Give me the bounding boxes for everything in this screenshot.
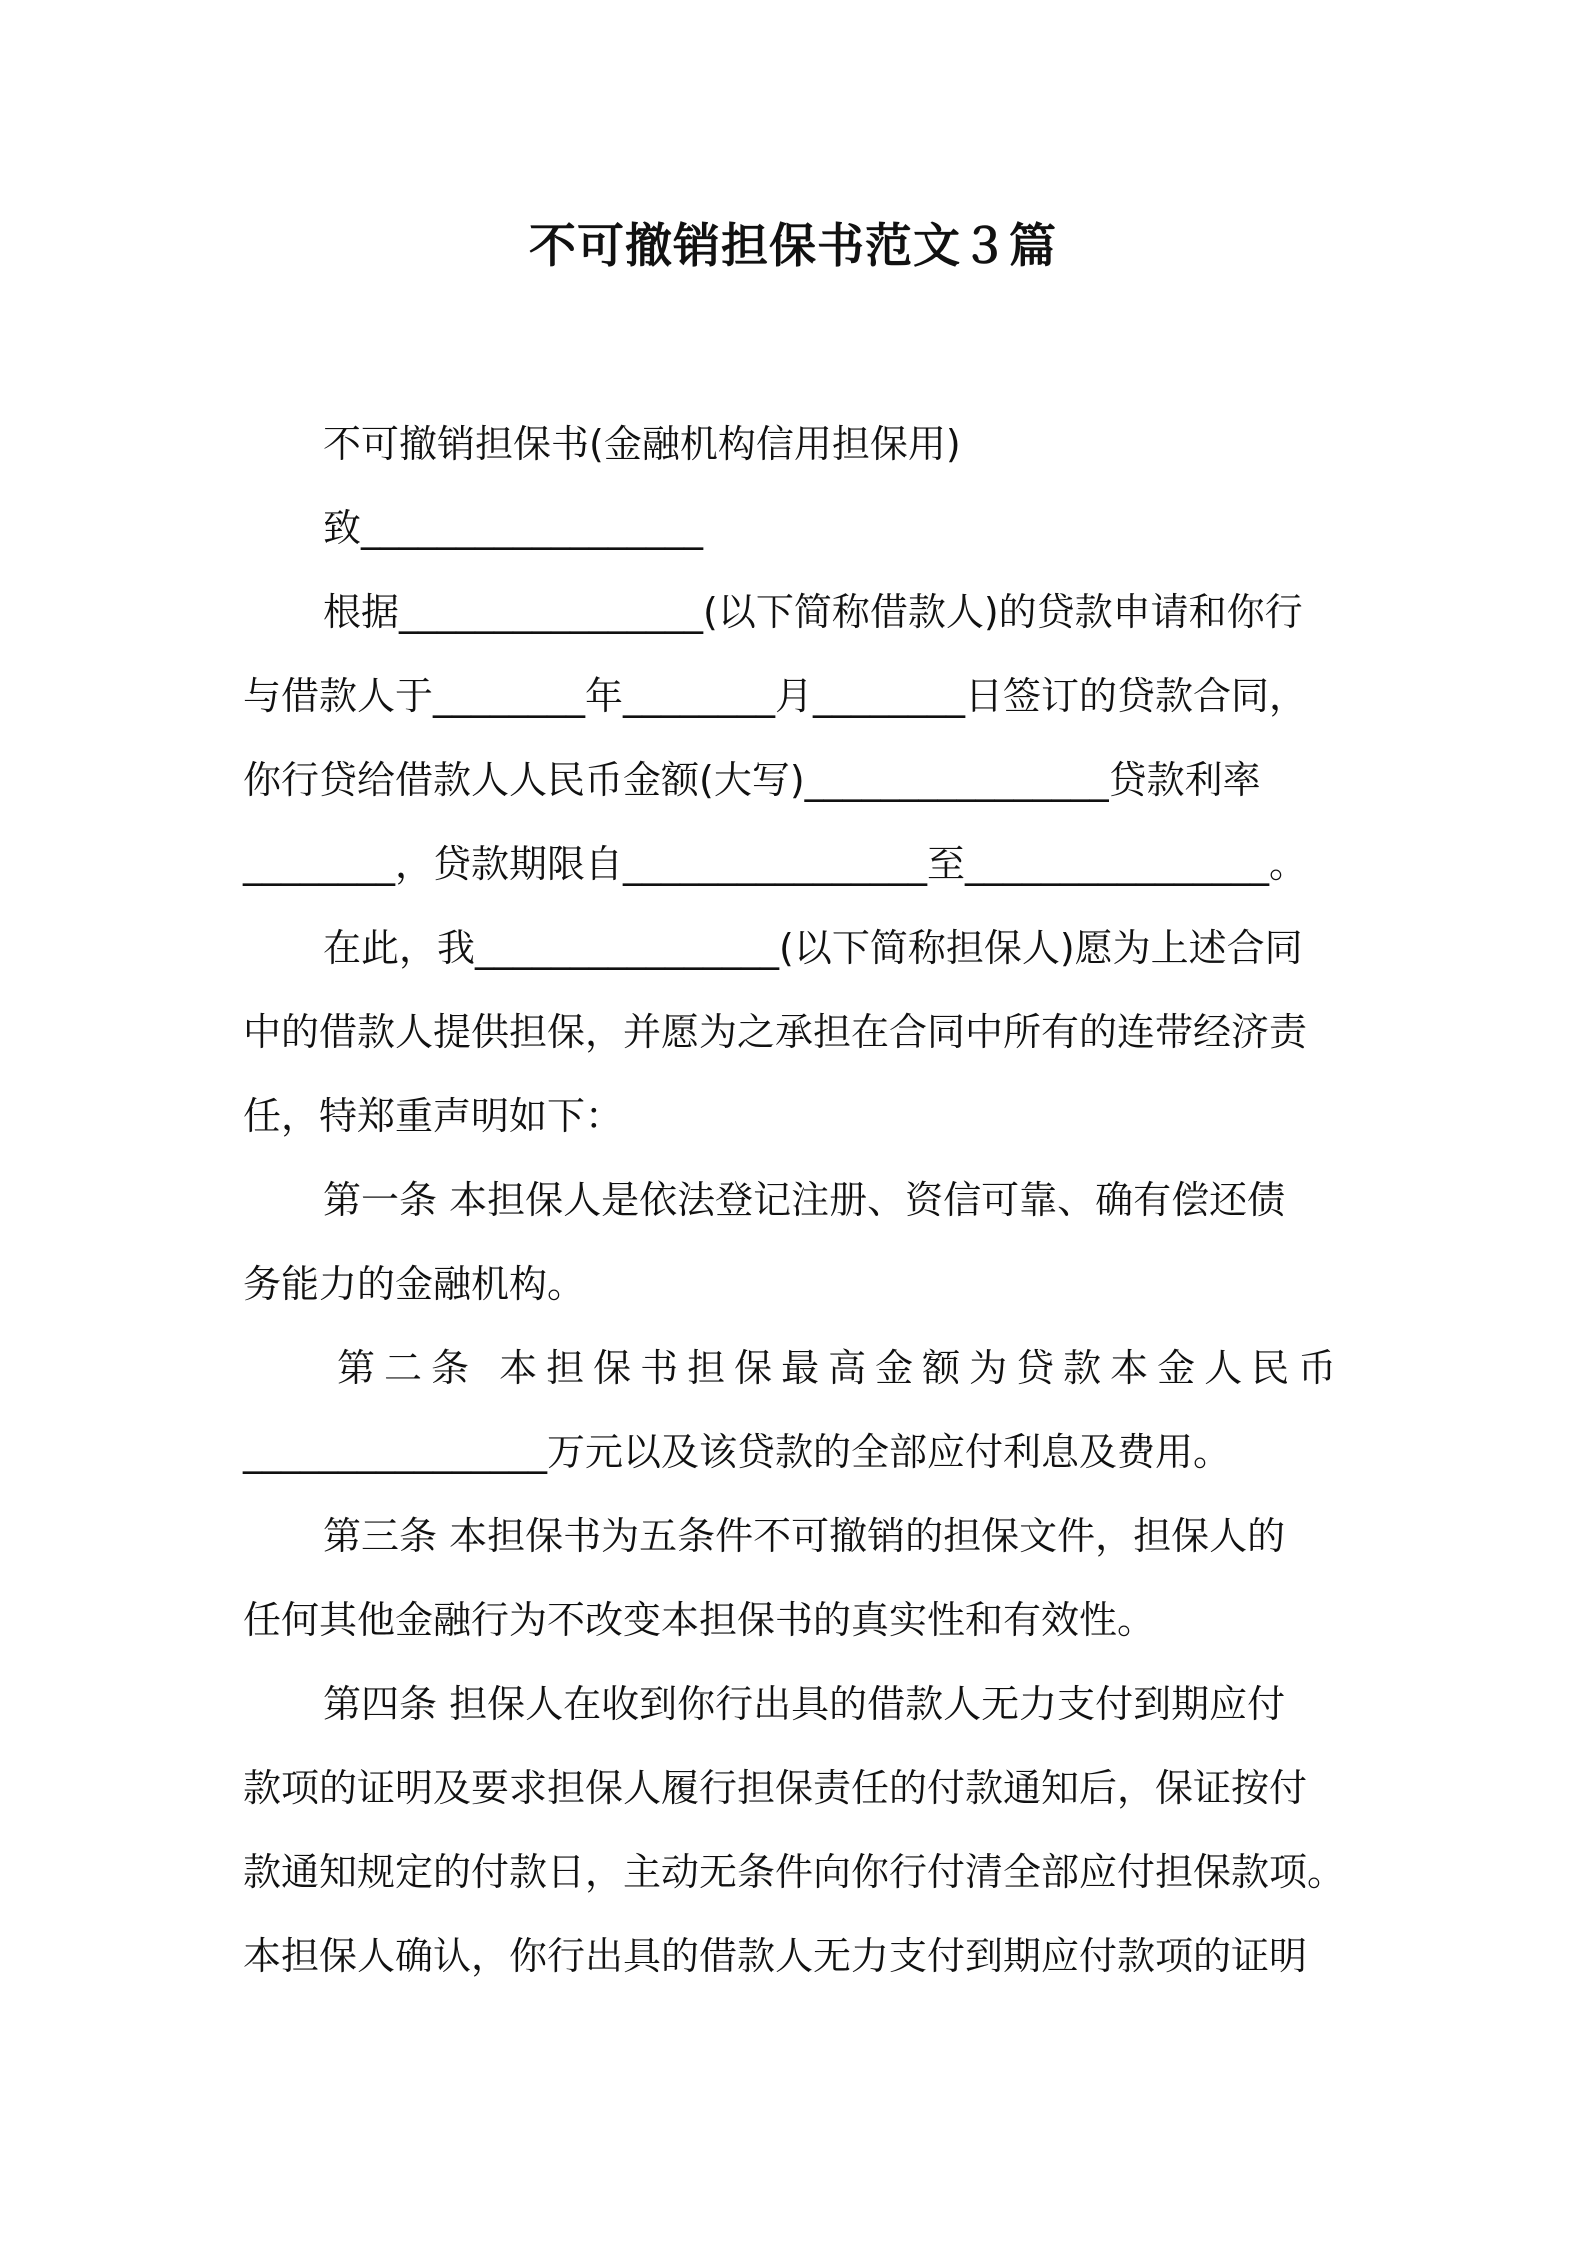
document-title: 不可撤销担保书范文３篇 (529, 219, 1057, 274)
article-4-line: 款项的证明及要求担保人履行担保责任的付款通知后，保证按付 (243, 1766, 1308, 1810)
paragraph-line: 任，特郑重声明如下： (243, 1094, 624, 1138)
paragraph-line: 中的借款人提供担保，并愿为之承担在合同中所有的连带经济责 (243, 1010, 1308, 1054)
article-1-line: 第一条 本担保人是依法登记注册、资信可靠、确有偿还债 (323, 1178, 1286, 1222)
article-3-line: 任何其他金融行为不改变本担保书的真实性和有效性。 (243, 1598, 1156, 1642)
article-3-line: 第三条 本担保书为五条件不可撤销的担保文件，担保人的 (323, 1514, 1286, 1558)
paragraph-line: ________，贷款期限自________________至________________。 (243, 842, 1308, 886)
paragraph-line: 与借款人于________年________月________日签订的贷款合同， (243, 674, 1308, 718)
paragraph-line: 你行贷给借款人人民币金额(大写)________________贷款利率 (243, 758, 1261, 802)
document-body (243, 402, 1353, 1998)
article-2-line: ________________万元以及该贷款的全部应付利息及费用。 (243, 1430, 1232, 1474)
article-2-line: 第二条 本担保书担保最高金额为贷款本金人民币 (337, 1346, 1346, 1390)
addressee-line: 致__________________ (323, 506, 704, 550)
paragraph-line: 根据________________(以下简称借款人)的贷款申请和你行 (323, 590, 1303, 634)
article-4-line: 款通知规定的付款日，主动无条件向你行付清全部应付担保款项。 (243, 1850, 1346, 1894)
article-4-line: 本担保人确认，你行出具的借款人无力支付到期应付款项的证明 (243, 1934, 1308, 1978)
paragraph-line: 在此，我________________(以下简称担保人)愿为上述合同 (323, 926, 1303, 970)
article-1-line: 务能力的金融机构。 (243, 1262, 586, 1306)
article-4-line: 第四条 担保人在收到你行出具的借款人无力支付到期应付 (323, 1682, 1286, 1726)
subtitle-line: 不可撤销担保书(金融机构信用担保用) (323, 422, 961, 466)
